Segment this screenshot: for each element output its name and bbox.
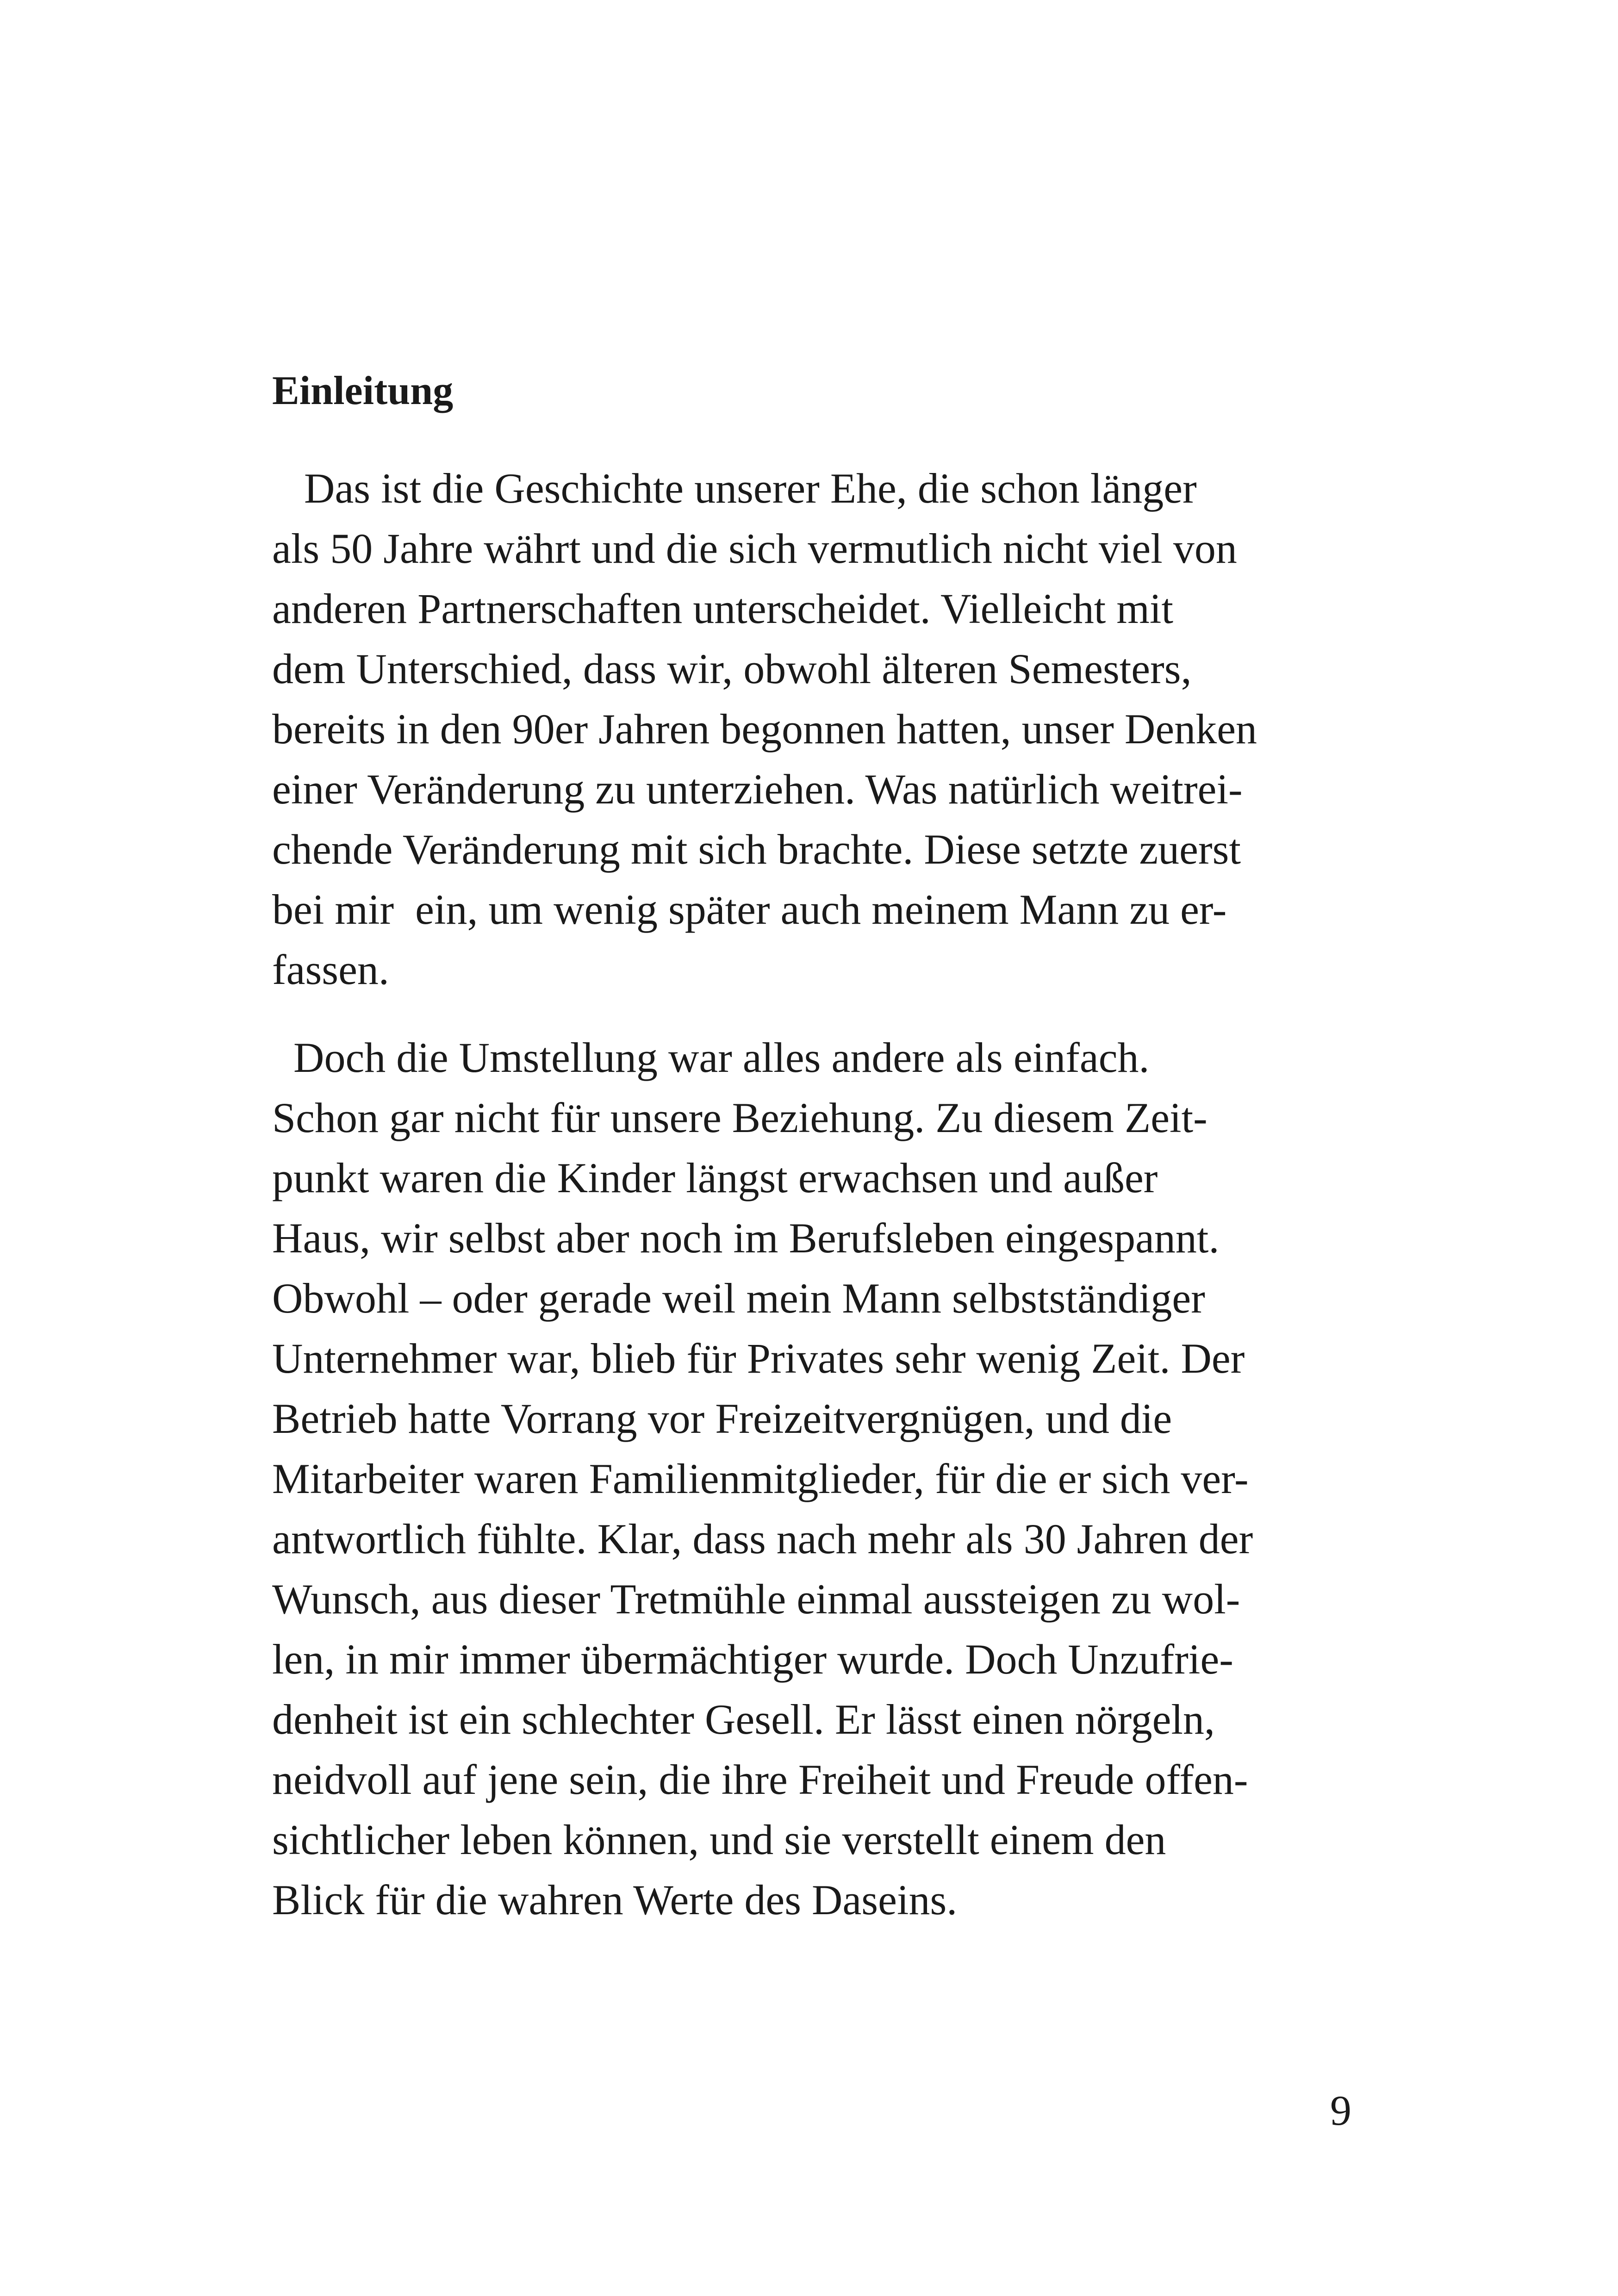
text-line: neidvoll auf jene sein, die ihre Freiheit und Freude offen- — [272, 1756, 1248, 1803]
text-line: Doch die Umstellung war alles andere als einfach. — [272, 1034, 1150, 1081]
text-line: len, in mir immer übermächtiger wurde. Doch Unzufrie- — [272, 1636, 1233, 1683]
text-line: Das ist die Geschichte unserer Ehe, die schon länger — [272, 465, 1197, 512]
text-line: einer Veränderung zu unterziehen. Was natürlich weitrei- — [272, 765, 1243, 813]
text-line: punkt waren die Kinder längst erwachsen und außer — [272, 1154, 1158, 1201]
text-line: Betrieb hatte Vorrang vor Freizeitvergnügen, und die — [272, 1395, 1172, 1442]
text-line: bei mir ein, um wenig später auch meinem Mann zu er- — [272, 886, 1227, 933]
text-line: Wunsch, aus dieser Tretmühle einmal aussteigen zu wol- — [272, 1575, 1240, 1623]
text-line: dem Unterschied, dass wir, obwohl älteren Semesters, — [272, 645, 1192, 692]
text-line: Haus, wir selbst aber noch im Berufsleben eingespannt. — [272, 1214, 1220, 1262]
text-line: chende Veränderung mit sich brachte. Diese setzte zuerst — [272, 826, 1241, 873]
text-line: antwortlich fühlte. Klar, dass nach mehr als 30 Jahren der — [272, 1515, 1253, 1562]
text-line: bereits in den 90er Jahren begonnen hatten, unser Denken — [272, 705, 1257, 753]
page-number: 9 — [1330, 2087, 1351, 2134]
text-line: denheit ist ein schlechter Gesell. Er lässt einen nörgeln, — [272, 1696, 1215, 1743]
text-line: Schon gar nicht für unsere Beziehung. Zu diesem Zeit- — [272, 1094, 1207, 1141]
text-line: fassen. — [272, 946, 389, 993]
text-line: als 50 Jahre währt und die sich vermutlich nicht viel von — [272, 525, 1237, 572]
text-line: sichtlicher leben können, und sie verstellt einem den — [272, 1816, 1166, 1863]
paragraph-1 — [272, 458, 1257, 1000]
text-line: anderen Partnerschaften unterscheidet. Vielleicht mit — [272, 585, 1174, 632]
paragraph-2 — [272, 1027, 1253, 1930]
text-line: Mitarbeiter waren Familienmitglieder, für die er sich ver- — [272, 1455, 1249, 1502]
text-line: Blick für die wahren Werte des Daseins. — [272, 1876, 958, 1923]
chapter-heading: Einleitung — [272, 368, 454, 413]
text-line: Obwohl – oder gerade weil mein Mann selbstständiger — [272, 1275, 1205, 1322]
text-line: Unternehmer war, blieb für Privates sehr wenig Zeit. Der — [272, 1335, 1245, 1382]
